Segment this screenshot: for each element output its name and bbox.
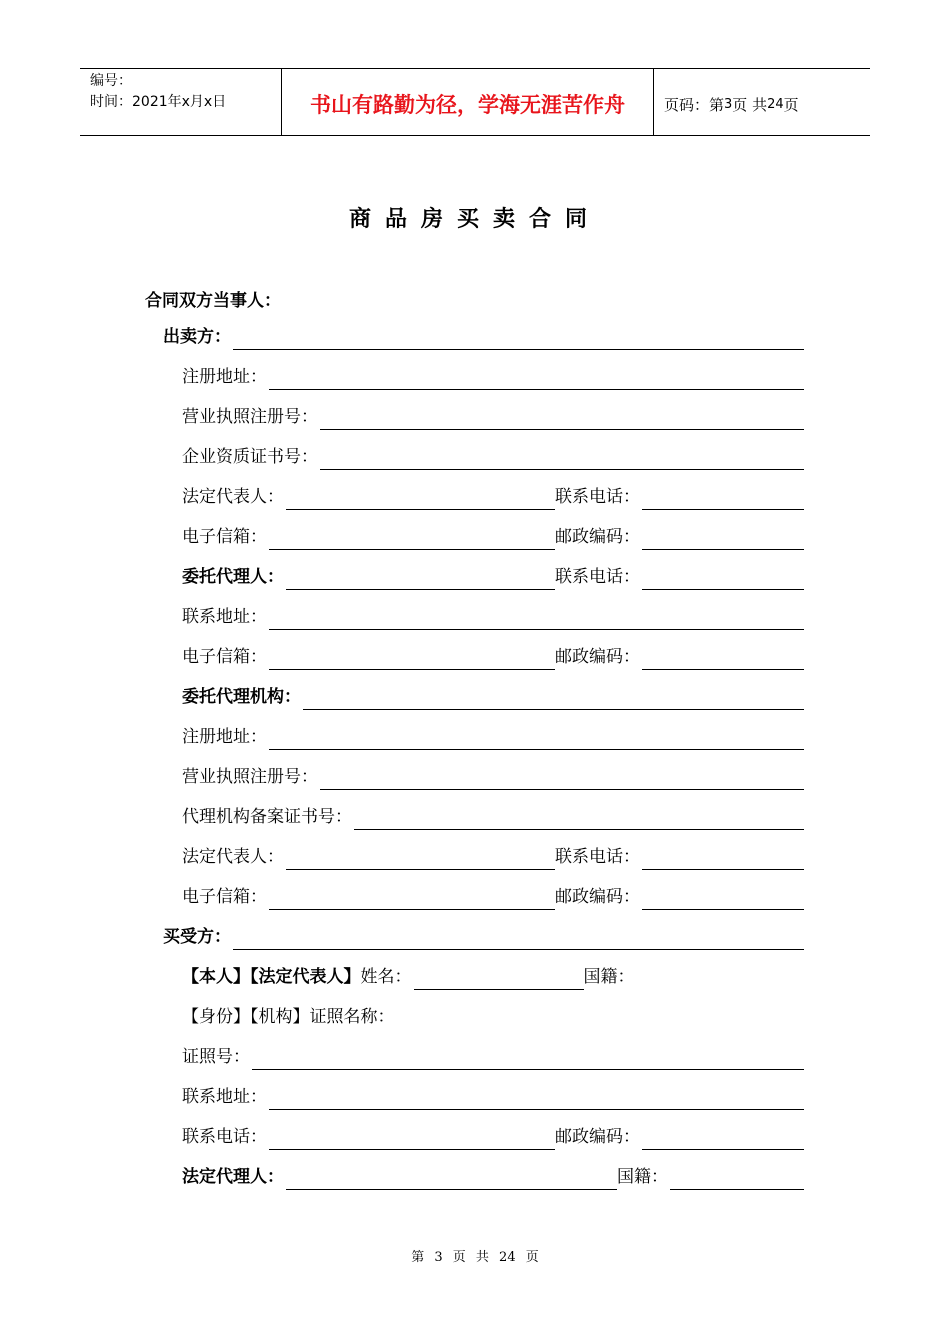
- buyer-phone-row: [182, 1120, 804, 1150]
- field-label: 委托代理人：: [182, 567, 284, 587]
- seller-agent-blank[interactable]: [286, 588, 555, 590]
- buyer-postcode-blank[interactable]: [642, 1148, 804, 1150]
- seller-label: 出卖方：: [163, 327, 231, 347]
- buyer-contact-address-row: [182, 1080, 804, 1110]
- header-number: 编号：: [90, 73, 132, 89]
- buyer-blank[interactable]: [233, 948, 804, 950]
- seller-email-row: [182, 520, 804, 550]
- field-label: 代理机构备案证书号：: [182, 807, 352, 827]
- seller-agent-phone-blank[interactable]: [642, 588, 804, 590]
- header-page-prefix: 页码：第: [664, 95, 725, 114]
- header-page-suffix: 页: [783, 95, 799, 114]
- seller-legal-rep-blank[interactable]: [286, 508, 555, 510]
- agency-license-row: [182, 760, 804, 790]
- buyer-self-bracket: 【本人】【法定代表人】: [182, 967, 361, 987]
- field-label: 邮政编码：: [555, 527, 640, 547]
- agency-reg-address-row: [182, 720, 804, 750]
- header-page-total: 24: [767, 96, 784, 112]
- seller-contact-address-blank[interactable]: [269, 628, 804, 630]
- buyer-id-bracket: 【身份】【机构】: [182, 1007, 310, 1027]
- header-page-mid: 页 共: [732, 95, 768, 114]
- header-time: 时间：2021年x月x日: [90, 94, 227, 110]
- buyer-doc-no-blank[interactable]: [252, 1068, 804, 1070]
- field-label: 注册地址：: [182, 727, 267, 747]
- header-page-info: [654, 69, 870, 135]
- seller-agent-email-blank[interactable]: [269, 668, 555, 670]
- field-label: 联系电话：: [555, 567, 640, 587]
- seller-reg-address-row: [182, 360, 804, 390]
- field-label: 电子信箱：: [182, 887, 267, 907]
- agency-reg-address-blank[interactable]: [269, 748, 804, 750]
- buyer-legal-agent-blank[interactable]: [286, 1188, 617, 1190]
- buyer-name-blank[interactable]: [414, 988, 584, 990]
- field-label: 营业执照注册号：: [182, 407, 318, 427]
- agency-phone-blank[interactable]: [642, 868, 804, 870]
- field-label: 联系地址：: [182, 1087, 267, 1107]
- seller-legal-rep-row: [182, 480, 804, 510]
- field-label: 联系电话：: [555, 847, 640, 867]
- page-footer: 第 3 页 共 24 页: [411, 1250, 539, 1265]
- field-label: 邮政编码：: [555, 647, 640, 667]
- field-label: 企业资质证书号：: [182, 447, 318, 467]
- field-label: 证照名称：: [309, 1007, 395, 1027]
- seller-license-row: [182, 400, 804, 430]
- seller-agency-row: [182, 680, 804, 710]
- seller-qualification-blank[interactable]: [320, 468, 804, 470]
- field-label: 注册地址：: [182, 367, 267, 387]
- agency-email-row: [182, 880, 804, 910]
- buyer-contact-address-blank[interactable]: [269, 1108, 804, 1110]
- agency-record-blank[interactable]: [354, 828, 804, 830]
- seller-agent-row: [182, 560, 804, 590]
- parties-heading: 合同双方当事人：: [145, 291, 281, 311]
- field-label: 联系电话：: [182, 1127, 267, 1147]
- buyer-doc-name-row: [182, 1000, 804, 1030]
- seller-phone-blank[interactable]: [642, 508, 804, 510]
- field-label: 委托代理机构：: [182, 687, 301, 707]
- agency-email-blank[interactable]: [269, 908, 555, 910]
- field-label: 法定代理人：: [182, 1167, 284, 1187]
- agency-legal-rep-blank[interactable]: [286, 868, 555, 870]
- seller-postcode-blank[interactable]: [642, 548, 804, 550]
- seller-email-blank[interactable]: [269, 548, 555, 550]
- field-label: 邮政编码：: [555, 1127, 640, 1147]
- field-label: 电子信箱：: [182, 647, 267, 667]
- field-label: 姓名：: [360, 967, 412, 987]
- seller-reg-address-blank[interactable]: [269, 388, 804, 390]
- buyer-row: [163, 920, 804, 950]
- header-motto: 书山有路勤为径，学海无涯苦作舟: [282, 69, 654, 135]
- field-label: 法定代表人：: [182, 487, 284, 507]
- buyer-legal-agent-row: [182, 1160, 804, 1190]
- document-title: 商品房买卖合同: [348, 207, 601, 232]
- agency-legal-rep-row: [182, 840, 804, 870]
- field-label: 电子信箱：: [182, 527, 267, 547]
- agency-record-row: [182, 800, 804, 830]
- field-label: 联系地址：: [182, 607, 267, 627]
- field-label: 联系电话：: [555, 487, 640, 507]
- seller-blank[interactable]: [233, 348, 804, 350]
- page-header: [80, 68, 870, 136]
- seller-agent-postcode-blank[interactable]: [642, 668, 804, 670]
- field-label: 国籍：: [617, 1167, 668, 1187]
- field-label: 法定代表人：: [182, 847, 284, 867]
- seller-qualification-row: [182, 440, 804, 470]
- header-meta: [80, 69, 282, 135]
- seller-contact-address-row: [182, 600, 804, 630]
- agency-license-blank[interactable]: [320, 788, 804, 790]
- buyer-doc-no-row: [182, 1040, 804, 1070]
- buyer-phone-blank[interactable]: [269, 1148, 555, 1150]
- seller-agency-blank[interactable]: [303, 708, 804, 710]
- field-label: 证照号：: [182, 1047, 250, 1067]
- agency-postcode-blank[interactable]: [642, 908, 804, 910]
- header-page-num: 3: [724, 96, 733, 112]
- buyer-agent-nationality-blank[interactable]: [670, 1188, 804, 1190]
- buyer-name-row: [182, 960, 804, 990]
- seller-license-blank[interactable]: [320, 428, 804, 430]
- buyer-label: 买受方：: [163, 927, 231, 947]
- seller-agent-email-row: [182, 640, 804, 670]
- field-label: 营业执照注册号：: [182, 767, 318, 787]
- field-label: 邮政编码：: [555, 887, 640, 907]
- field-label: 国籍：: [583, 967, 635, 987]
- seller-row: [163, 320, 804, 350]
